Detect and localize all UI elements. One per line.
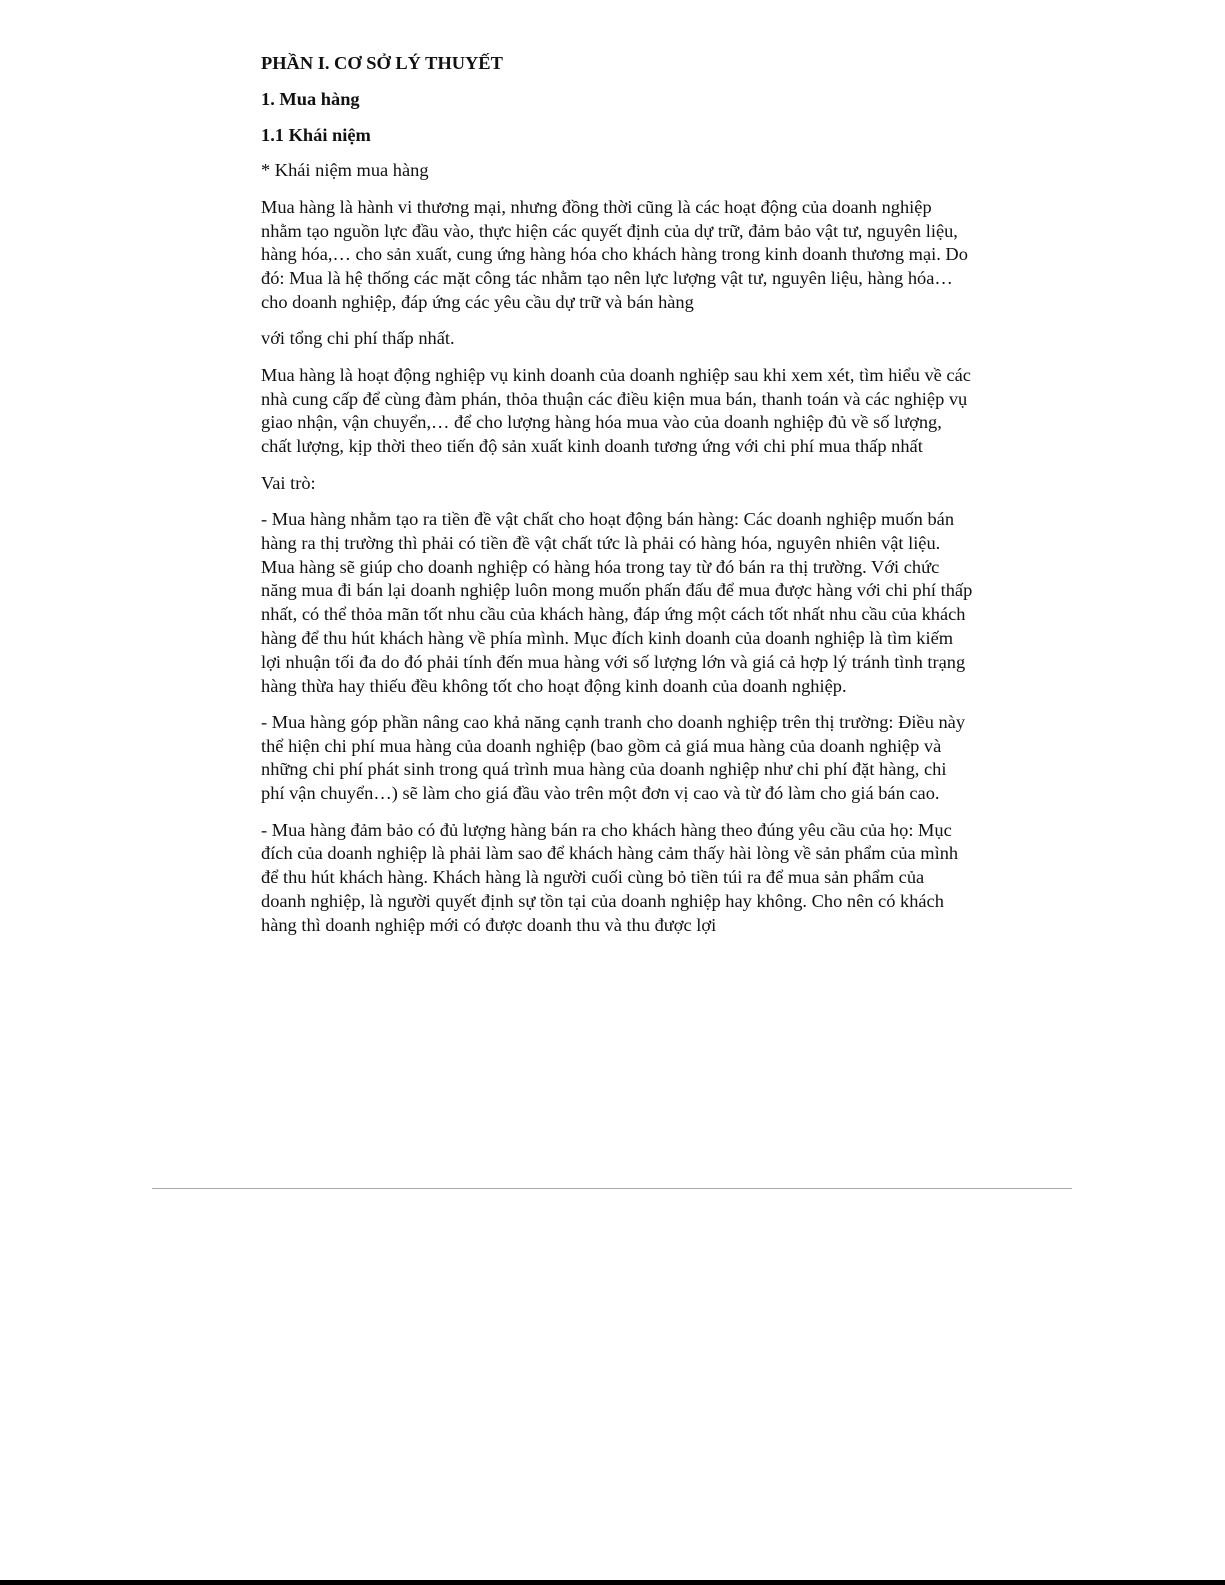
bottom-edge-bar: [0, 1580, 1225, 1585]
document-body: [261, 52, 973, 938]
paragraph-role-competitiveness: - Mua hàng góp phần nâng cao khả năng cạnh tranh cho doanh nghiệp trên thị trường: Điều này thể hiện chi phí mua hàng của doanh nghiệp (bao gồm cả giá mua hàng của doanh nghiệp và những chi phí phát sinh trong quá trình mua hàng của doanh nghiệp như chi phí đặt hàng, chi phí vận chuyển…) sẽ làm cho giá đầu vào trên một đơn vị cao và từ đó làm cho giá bán cao.: [261, 711, 966, 804]
subsection-heading: 1. Mua hàng: [261, 88, 360, 109]
sub-subsection-heading: 1.1 Khái niệm: [261, 124, 371, 145]
page-divider: [152, 1188, 1072, 1189]
paragraph-purchase-definition: Mua hàng là hành vi thương mại, nhưng đồng thời cũng là các hoạt động của doanh nghiệp nhằm tạo nguồn lực đầu vào, thực hiện các quyết định của dự trữ, đảm bảo vật tư, nguyên liệu, hàng hóa,… cho sản xuất, cung ứng hàng hóa cho khách hàng trong kinh doanh thương mại. Do đó: Mua là hệ thống các mặt công tác nhằm tạo nên lực lượng vật tư, nguyên liệu, hàng hóa… cho doanh nghiệp, đáp ứng các yêu cầu dự trữ và bán hàng: [261, 196, 968, 312]
paragraph-role-material-premise: - Mua hàng nhằm tạo ra tiền đề vật chất cho hoạt động bán hàng: Các doanh nghiệp muốn bán hàng ra thị trường thì phải có tiền đề vật chất tức là phải có hàng hóa, nguyên nhiên vật liệu. Mua hàng sẽ giúp cho doanh nghiệp có hàng hóa trong tay từ đó bán ra thị trường. Với chức năng mua đi bán lại doanh nghiệp luôn mong muốn phấn đấu để mua được hàng với chi phí thấp nhất, có thể thỏa mãn tốt nhu cầu của khách hàng, đáp ứng một cách tốt nhất nhu cầu của khách hàng để thu hút khách hàng về phía mình. Mục đích kinh doanh của doanh nghiệp là tìm kiếm lợi nhuận tối đa do đó phải tính đến mua hàng với số lượng lớn và giá cả hợp lý tránh tình trạng hàng thừa hay thiếu đều không tốt cho hoạt động kinh doanh của doanh nghiệp.: [261, 508, 973, 696]
paragraph-role-supply-assurance: - Mua hàng đảm bảo có đủ lượng hàng bán ra cho khách hàng theo đúng yêu cầu của họ: Mục đích của doanh nghiệp là phải làm sao để khách hàng cảm thấy hài lòng về sản phẩm của mình để thu hút khách hàng. Khách hàng là người cuối cùng bỏ tiền túi ra để mua sản phẩm của doanh nghiệp, là người quyết định sự tồn tại của doanh nghiệp hay không. Cho nên có khách hàng thì doanh nghiệp mới có được doanh thu và thu được lợi: [261, 819, 959, 935]
paragraph-definition-continuation: với tổng chi phí thấp nhất.: [261, 328, 455, 349]
section-heading: PHẦN I. CƠ SỞ LÝ THUYẾT: [261, 53, 503, 73]
paragraph-purchase-operation: Mua hàng là hoạt động nghiệp vụ kinh doanh của doanh nghiệp sau khi xem xét, tìm hiểu về các nhà cung cấp để cùng đàm phán, thỏa thuận các điều kiện mua bán, thanh toán và các nghiệp vụ giao nhận, vận chuyển,… để cho lượng hàng hóa mua vào của doanh nghiệp đủ về số lượng, chất lượng, kịp thời theo tiến độ sản xuất kinh doanh tương ứng với chi phí mua thấp nhất: [261, 364, 971, 457]
roles-label: Vai trò:: [261, 472, 316, 493]
concept-label: * Khái niệm mua hàng: [261, 160, 429, 181]
